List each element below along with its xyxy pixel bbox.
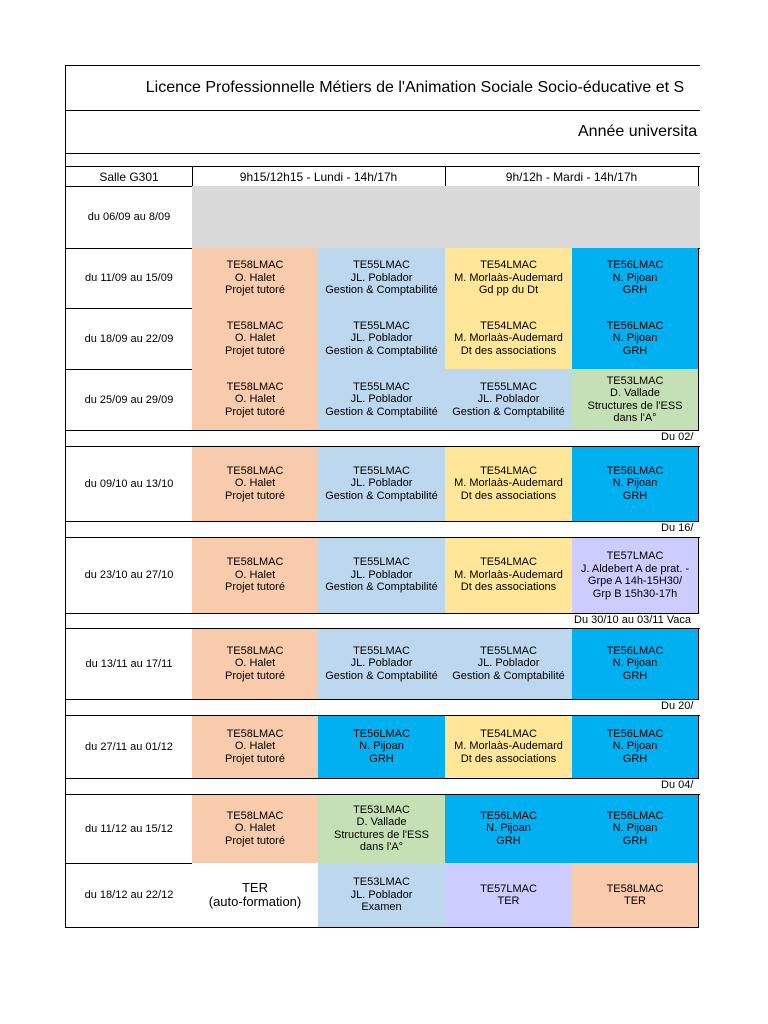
course-cell: TE58LMAC O. Halet Projet tutoré — [192, 794, 319, 864]
vacation-label: Du 30/10 au 03/11 Vaca — [574, 614, 692, 626]
week-date-cell: du 06/09 au 8/09 — [65, 186, 193, 249]
course-cell: TE55LMAC JL. Poblador Gestion & Comptabilité — [445, 628, 573, 700]
course-cell: TE56LMAC N. Pijoan GRH — [318, 715, 446, 779]
course-cell: TE55LMAC JL. Poblador Gestion & Comptabilité — [318, 537, 446, 614]
course-cell: TE54LMAC M. Morlaàs-Audemard Dt des associations — [445, 537, 573, 614]
week-date-cell: du 25/09 au 29/09 — [65, 369, 193, 431]
course-cell: TE56LMAC N. Pijoan GRH — [572, 715, 699, 779]
course-cell: TE58LMAC TER — [572, 863, 699, 928]
course-cell: TE57LMAC TER — [445, 863, 573, 928]
course-cell: TE58LMAC O. Halet Projet tutoré — [192, 446, 319, 522]
vacation-separator-row — [65, 699, 700, 716]
academic-year-label: Année universita — [578, 122, 698, 140]
week-date-cell: du 13/11 au 17/11 — [65, 628, 193, 700]
course-cell: TE55LMAC JL. Poblador Gestion & Comptabilité — [445, 369, 573, 431]
tuesday-header: 9h/12h - Mardi - 14h/17h — [445, 166, 699, 187]
course-cell: TE58LMAC O. Halet Projet tutoré — [192, 369, 319, 431]
course-cell: TE56LMAC N. Pijoan GRH — [572, 628, 699, 700]
week-date-cell: du 11/12 au 15/12 — [65, 794, 193, 864]
room-header: Salle G301 — [65, 166, 193, 187]
vacation-label: Du 16/ — [661, 522, 694, 534]
week-date-cell: du 27/11 au 01/12 — [65, 715, 193, 779]
course-cell: TE55LMAC JL. Poblador Gestion & Comptabilité — [318, 308, 446, 370]
week-date-cell: du 11/09 au 15/09 — [65, 248, 193, 309]
course-cell: TE56LMAC N. Pijoan GRH — [572, 308, 699, 370]
spacer-row — [65, 153, 700, 167]
course-cell: TE53LMAC D. Vallade Structures de l'ESS dans l'A° — [318, 794, 446, 864]
course-cell: TE58LMAC O. Halet Projet tutoré — [192, 628, 319, 700]
vacation-label: Du 20/ — [661, 700, 694, 712]
course-cell: TE56LMAC N. Pijoan GRH — [445, 794, 573, 864]
course-cell: TE55LMAC JL. Poblador Gestion & Comptabilité — [318, 369, 446, 431]
course-cell: TE53LMAC D. Vallade Structures de l'ESS dans l'A° — [572, 369, 699, 431]
course-cell: TE58LMAC O. Halet Projet tutoré — [192, 308, 319, 370]
week-date-cell: du 18/09 au 22/09 — [65, 308, 193, 370]
course-cell: TE54LMAC M. Morlaàs-Audemard Dt des associations — [445, 715, 573, 779]
course-cell: TE57LMAC J. Aldebert A de prat. - Grpe A 14h-15H30/ Grp B 15h30-17h — [572, 537, 699, 614]
course-cell: TE58LMAC O. Halet Projet tutoré — [192, 715, 319, 779]
vacation-separator-row — [65, 778, 700, 795]
course-cell: TE58LMAC O. Halet Projet tutoré — [192, 248, 319, 309]
course-cell: TE54LMAC M. Morlaàs-Audemard Gd pp du Dt — [445, 248, 573, 309]
course-cell: TER (auto-formation) — [192, 863, 319, 928]
monday-header: 9h15/12h15 - Lundi - 14h/17h — [192, 166, 446, 187]
week-date-cell: du 23/10 au 27/10 — [65, 537, 193, 614]
vacation-label: Du 02/ — [661, 431, 694, 443]
holiday-blank-cell — [192, 186, 700, 249]
page-title: Licence Professionnelle Métiers de l'Animation Sociale Socio-éducative et S — [65, 65, 700, 111]
week-date-cell: du 09/10 au 13/10 — [65, 446, 193, 522]
course-cell: TE54LMAC M. Morlaàs-Audemard Dt des associations — [445, 308, 573, 370]
course-cell: TE54LMAC M. Morlaàs-Audemard Dt des associations — [445, 446, 573, 522]
course-cell: TE53LMAC JL. Poblador Examen — [318, 863, 446, 928]
academic-year-row — [65, 110, 700, 154]
course-cell: TE56LMAC N. Pijoan GRH — [572, 794, 699, 864]
course-cell: TE55LMAC JL. Poblador Gestion & Comptabilité — [318, 248, 446, 309]
vacation-separator-row — [65, 613, 700, 629]
course-cell: TE55LMAC JL. Poblador Gestion & Comptabilité — [318, 446, 446, 522]
course-cell: TE56LMAC N. Pijoan GRH — [572, 248, 699, 309]
vacation-label: Du 04/ — [661, 779, 694, 791]
vacation-separator-row — [65, 430, 700, 447]
course-cell: TE58LMAC O. Halet Projet tutoré — [192, 537, 319, 614]
week-date-cell: du 18/12 au 22/12 — [65, 863, 193, 928]
vacation-separator-row — [65, 521, 700, 538]
course-cell: TE55LMAC JL. Poblador Gestion & Comptabilité — [318, 628, 446, 700]
course-cell: TE56LMAC N. Pijoan GRH — [572, 446, 699, 522]
